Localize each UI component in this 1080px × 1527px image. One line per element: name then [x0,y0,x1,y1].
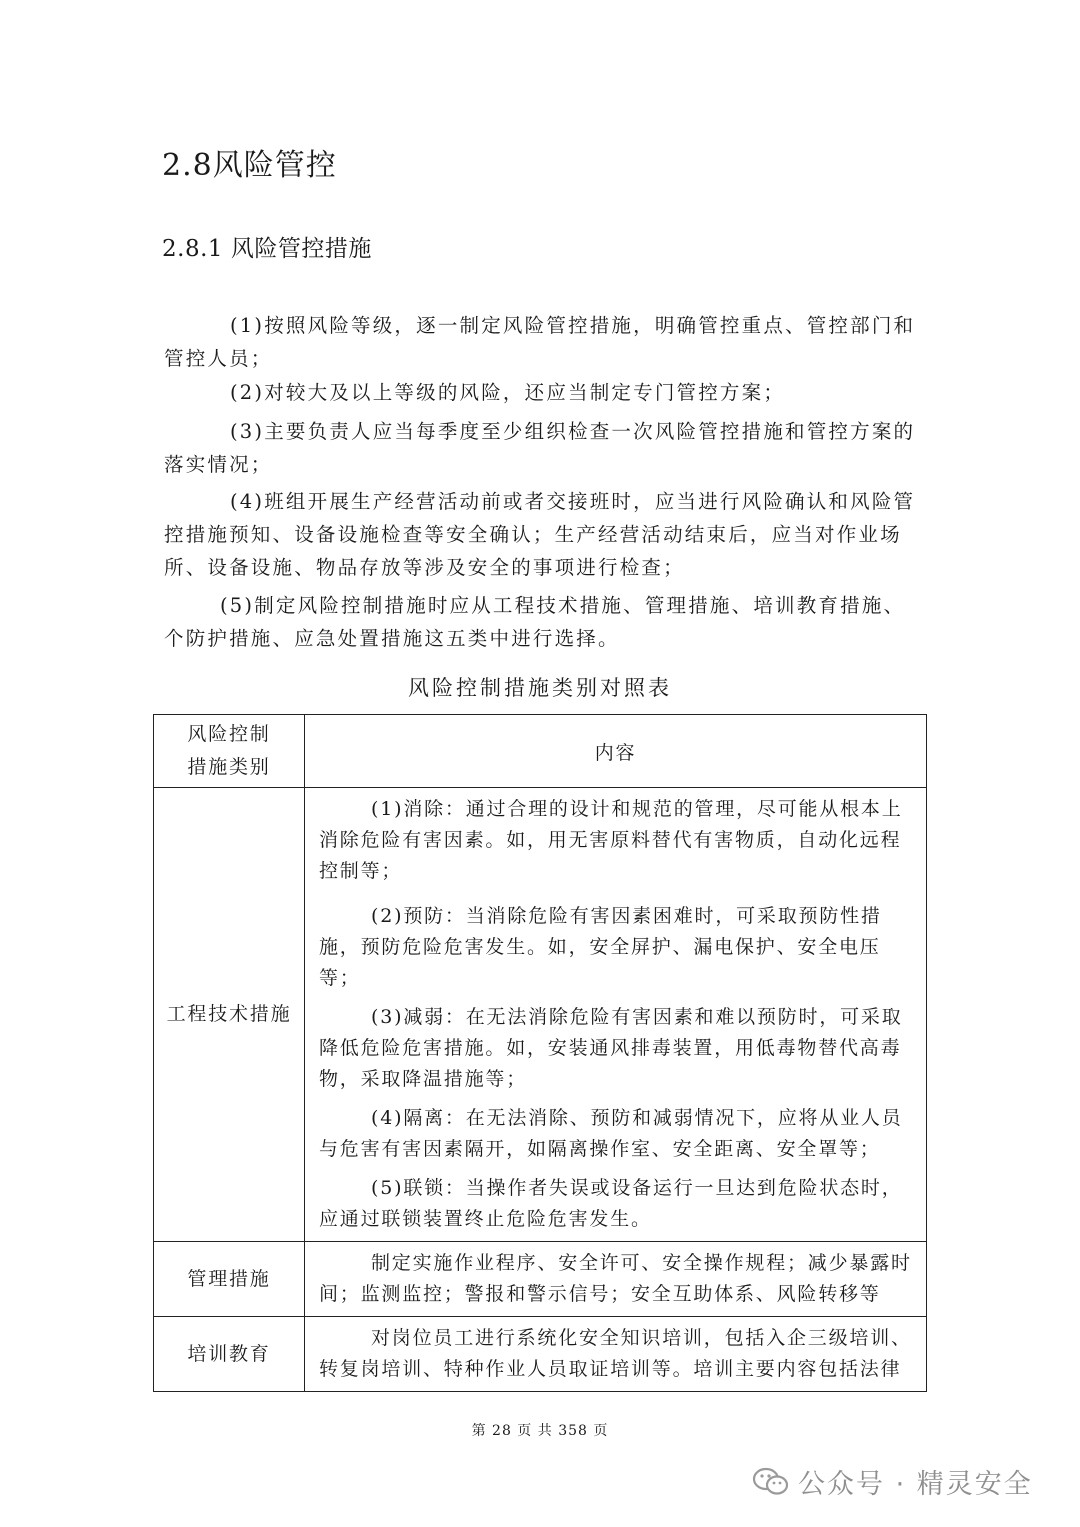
content-item: (4)隔离：在无法消除、预防和减弱情况下，应将从业人员与危害有害因素隔开，如隔离操作室、安全距离、安全罩等； [319,1107,903,1160]
category-cell: 培训教育 [154,1317,305,1392]
table-header-row [154,715,927,788]
content-item: (3)减弱：在无法消除危险有害因素和难以预防时，可采取降低危险危害措施。如，安装通风排毒装置，用低毒物替代高毒物，采取降温措施等； [319,1006,903,1090]
content-cell [305,1242,927,1317]
paragraph-1 [164,309,916,375]
content-item: (2)预防：当消除危险有害因素困难时，可采取预防性措施，预防危险危害发生。如，安全屏护、漏电保护、安全电压等； [319,905,882,989]
category-cell: 工程技术措施 [154,788,305,1242]
paragraph-text: (2)对较大及以上等级的风险，还应当制定专门管控方案； [230,381,786,404]
risk-control-table [153,714,927,1392]
table-row [154,1242,927,1317]
category-cell: 管理措施 [154,1242,305,1317]
section-heading: 2.8风险管控 [162,148,337,183]
content-cell [305,1317,927,1392]
paragraph-text: (4)班组开展生产经营活动前或者交接班时，应当进行风险确认和风险管控措施预知、设备设施检查等安全确认；生产经营活动结束后，应当对作业场所、设备设施、物品存放等涉及安全的事项进行检查； [164,490,916,579]
content-item: 对岗位员工进行系统化安全知识培训，包括入企三级培训、转复岗培训、特种作业人员取证培训等。培训主要内容包括法律 [319,1327,912,1380]
paragraph-text: (3)主要负责人应当每季度至少组织检查一次风险管控措施和管控方案的落实情况； [164,420,916,476]
paragraph-text: (1)按照风险等级，逐一制定风险管控措施，明确管控重点、管控部门和管控人员； [164,314,916,370]
watermark [752,1462,1033,1501]
header-category-line: 风险控制 [187,723,271,745]
table-row [154,1317,927,1392]
subsection-heading: 2.8.1 风险管控措施 [162,236,372,262]
content-item: 制定实施作业程序、安全许可、安全操作规程；减少暴露时间；监测监控；警报和警示信号；安全互助体系、风险转移等 [319,1252,912,1305]
header-category-line: 措施类别 [187,756,271,778]
header-content-cell: 内容 [305,715,927,788]
paragraph-5 [164,589,916,655]
paragraph-4 [164,485,916,584]
page-footer: 第 28 页 共 358 页 [471,1423,609,1439]
paragraph-text: (5)制定风险控制措施时应从工程技术措施、管理措施、培训教育措施、个防护措施、应急处置措施这五类中进行选择。 [164,594,906,650]
wechat-icon [752,1466,790,1498]
header-category-cell [154,715,305,788]
paragraph-2 [164,376,916,409]
content-cell [305,788,927,1242]
paragraph-3 [164,415,916,481]
content-item: (1)消除：通过合理的设计和规范的管理，尽可能从根本上消除危险有害因素。如，用无害原料替代有害物质，自动化远程控制等； [319,798,903,882]
content-item: (5)联锁：当操作者失误或设备运行一旦达到危险状态时，应通过联锁装置终止危险危害发生。 [319,1177,903,1230]
table-row [154,788,927,1242]
table-caption: 风险控制措施类别对照表 [408,676,672,700]
watermark-text: 公众号 · 精灵安全 [798,1469,1033,1500]
